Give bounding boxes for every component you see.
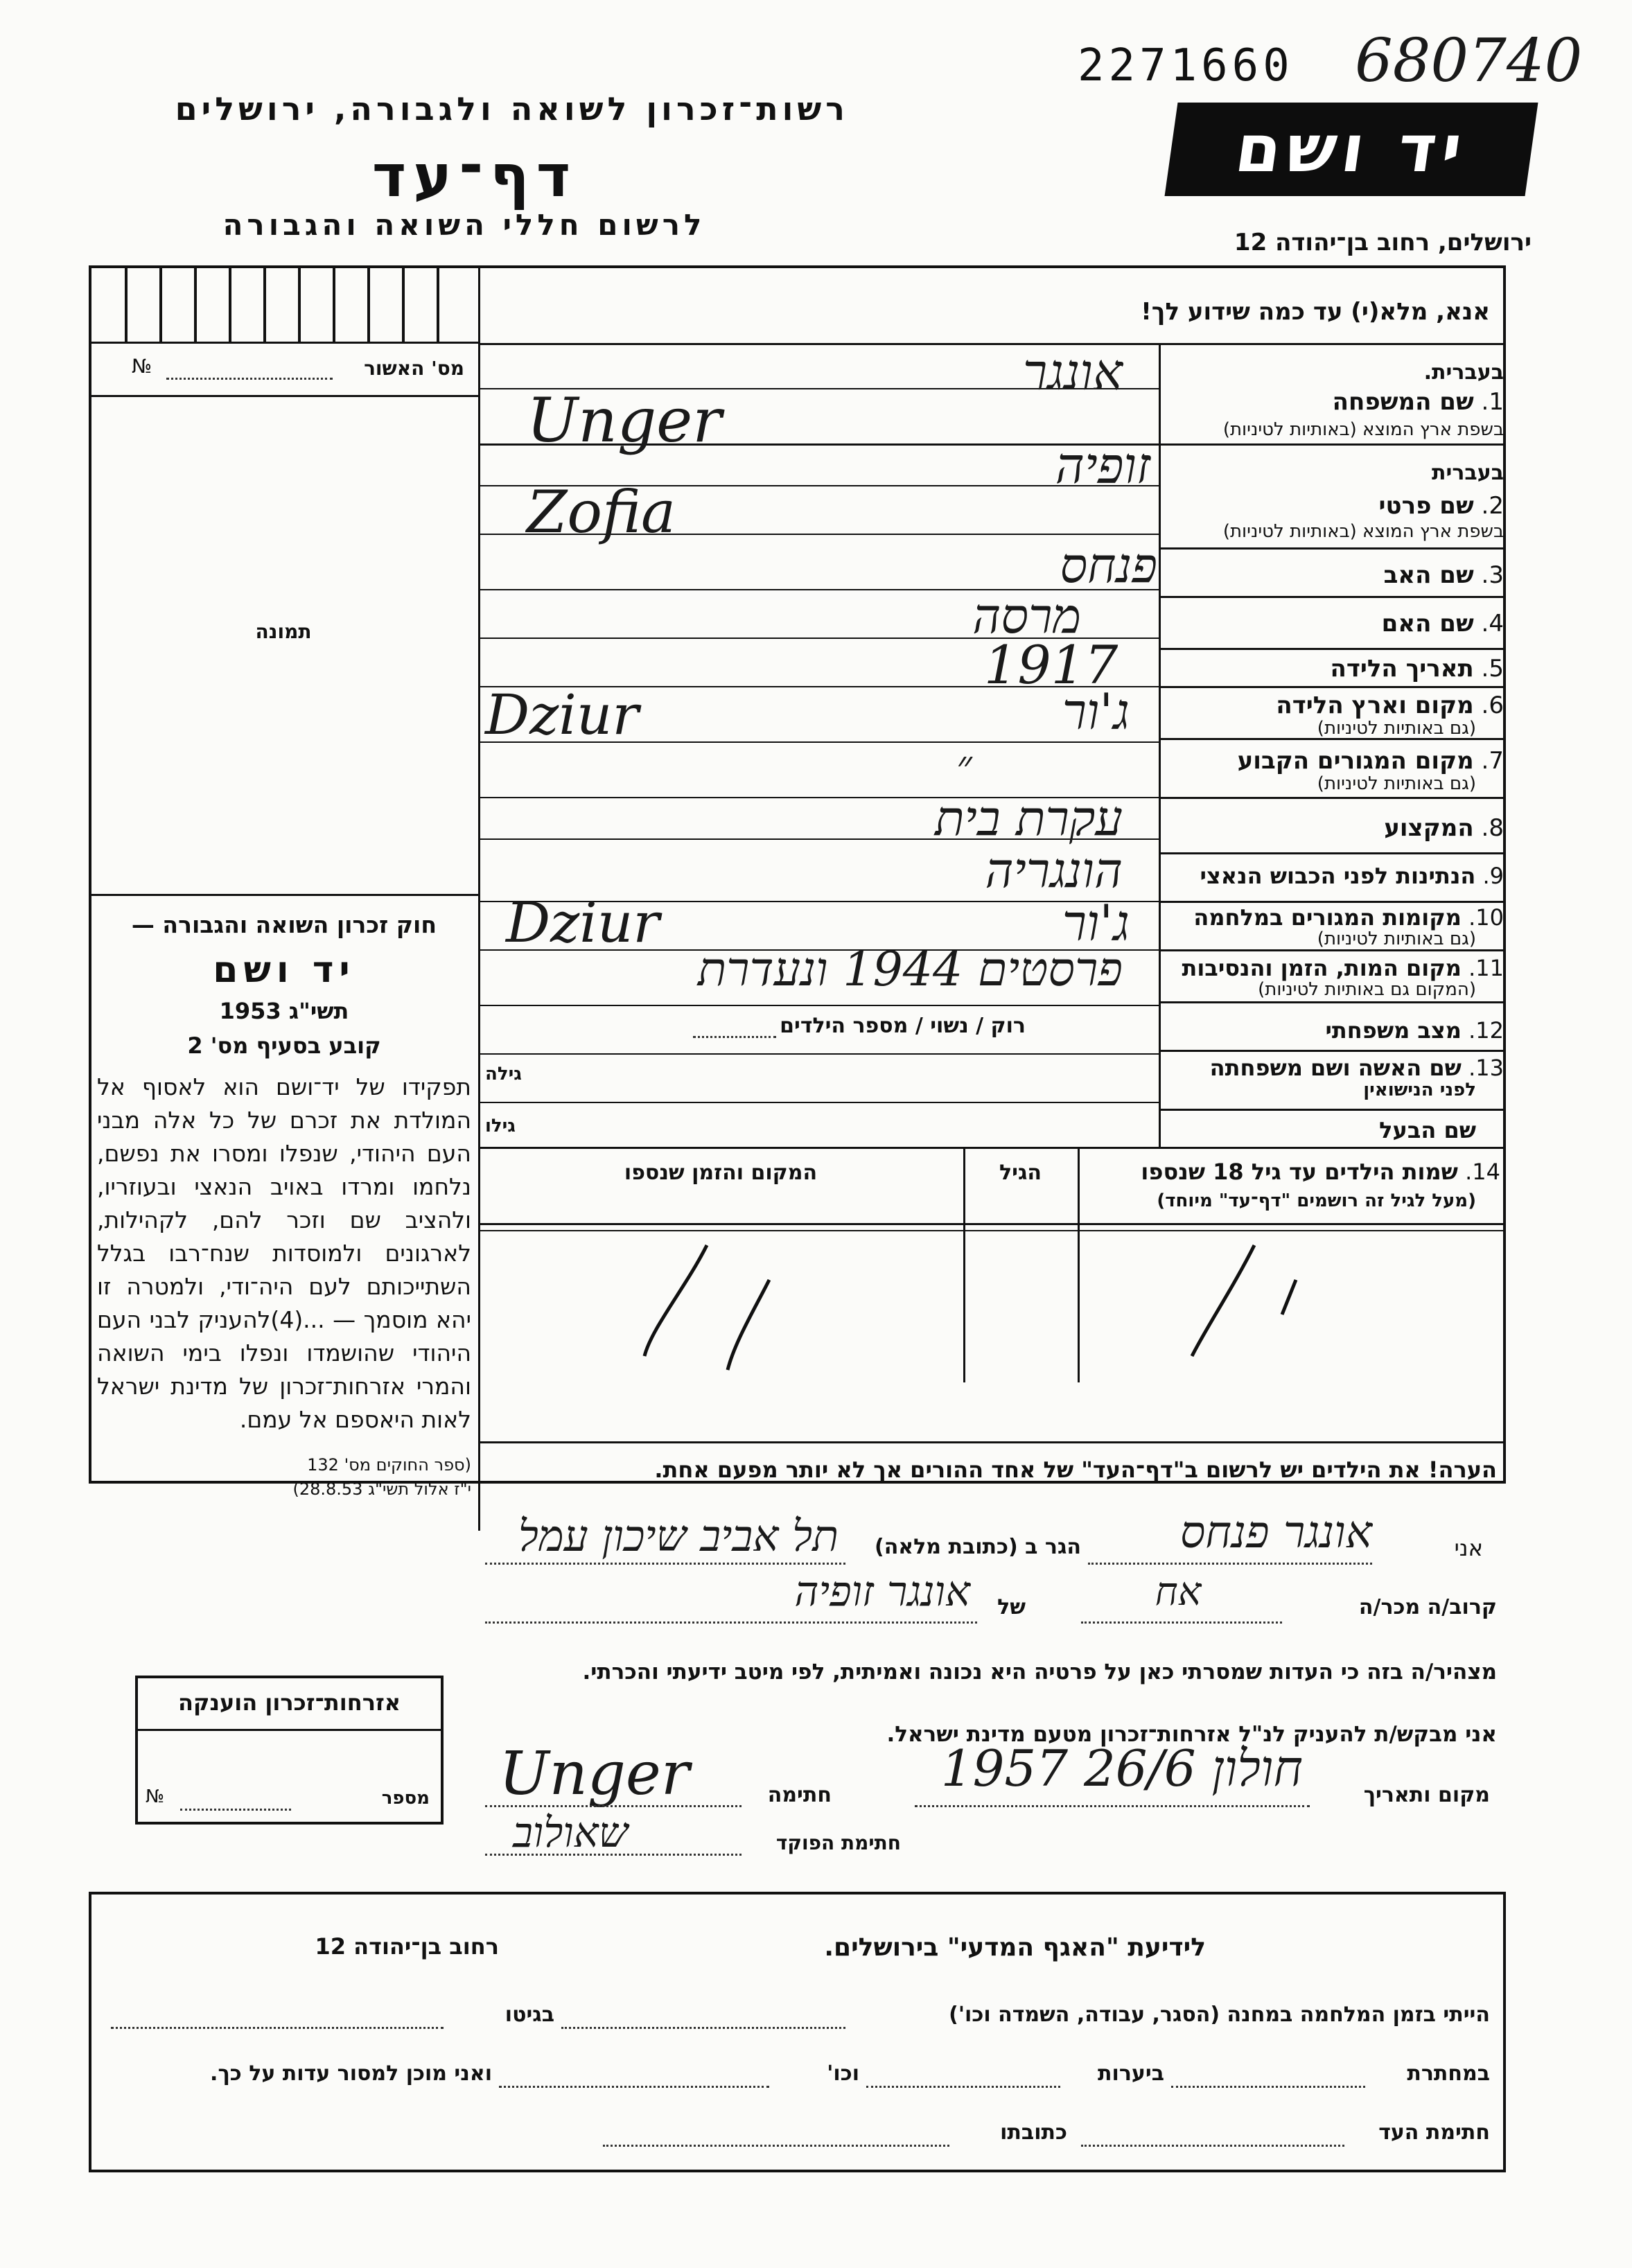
form-title: דף־עד	[371, 142, 578, 210]
husband-label: שם הבעל	[1379, 1117, 1476, 1143]
law-title: חוק זכרון השואה והגבורה —	[131, 911, 437, 938]
law-year: תשי"ג 1953	[219, 998, 349, 1024]
field-4-label: 4. שם האם	[1381, 610, 1504, 638]
occupation-value: עקרת בית	[934, 790, 1123, 847]
nationality-value: הונגריה	[985, 842, 1123, 899]
death-place-value: פרסטים 1944 ונעדרת	[697, 942, 1123, 997]
mother-name: מרסה	[972, 588, 1081, 644]
citizenship-request: אני מבקש/ת להעניק לנ"ל אזרחות־זכרון מטעם מדינת ישראל.	[886, 1722, 1497, 1747]
approval-no-sign: №	[132, 355, 152, 378]
declaration-i-label: אני	[1454, 1535, 1483, 1561]
firstname-hebrew: זופיה	[1055, 437, 1150, 495]
of-label: של	[997, 1595, 1026, 1619]
field-5-label: 5. תאריך הלידה	[1330, 655, 1504, 683]
citizenship-number-label: מספר	[381, 1788, 430, 1809]
law-text: תפקידו של יד־ושם הוא לאסוף אל המולדת את זכרם של כל אלה מבני העם היהודי, שנפלו ומסרו את נפשם, נלחמו ומרדו באויב הנאצי ובעוזריו, ולהציב שם וזכר להם, לקהילות, לארגונים ולמוסדות שנח־רבו בגלל השתייכותם לעם היה־ודי, ולמטרה זו יהא מוסמך — ...(4)להעניק לבני העם היהודי שהושמדו ונפלו בימי השואה והמרי אזרחות־זכרון של מדינת ישראל לאות היאספם אל עמם.	[97, 1073, 471, 1433]
place-date-value: חולון 26/6 1957	[940, 1739, 1303, 1797]
intro-text: אנא, מלא(י) עד כמה שידוע לך!	[1141, 298, 1490, 326]
relation-label: קרוב/ה מכר/ה	[1358, 1595, 1497, 1619]
surname-hebrew: אונגר	[1022, 343, 1123, 401]
father-name: פנחס	[1060, 537, 1157, 594]
footer-etc-label: וכו'	[827, 2062, 859, 2086]
law-clause: קובע בסעיף מס' 2	[187, 1032, 381, 1059]
birth-date: 1917	[984, 634, 1118, 696]
footer-witness-signature-label: חתימת העד	[1378, 2120, 1490, 2145]
handwritten-serial: 680740	[1355, 26, 1583, 96]
footer-forests-label: ביערות	[1098, 2062, 1164, 2086]
children-strike-marks	[478, 1231, 1506, 1384]
field-6-label: 6. מקום וארץ הלידה	[1276, 692, 1504, 719]
residence-label: הגר ב (כתובת מלאה)	[874, 1535, 1081, 1559]
surname-latin: Unger	[527, 385, 722, 456]
field-9-label: 9. הנתינות לפני הכבוש הנאצי	[1200, 863, 1504, 889]
field-2-sub: בשפת ארץ המוצא (באותיות לטיניות)	[1222, 521, 1504, 542]
declarant-address: תל אביב שיכון עמל	[518, 1511, 839, 1561]
footer-camp-label: הייתי בזמן המלחמה במחנה (הסגר, עבודה, השמדה וכו')	[949, 2003, 1490, 2027]
footer-address: רחוב בן־יהודה 12	[315, 1933, 499, 1960]
field-6-sub: (גם באותיות לטיניות)	[1317, 718, 1476, 739]
place-date-label: מקום ותאריך	[1363, 1783, 1490, 1807]
org-name: רשות־זכרון לשואה ולגבורה, ירושלים	[175, 90, 849, 128]
citizenship-title: אזרחות־זכרון הוענקה	[177, 1689, 401, 1716]
law-name: יד ושם	[213, 949, 356, 991]
law-ref-1: (ספר החוקים מס' 132	[307, 1455, 471, 1475]
field-8-label: 8. המקצוע	[1384, 814, 1504, 842]
field-2-hint: בעברית	[1432, 461, 1504, 485]
field-3-label: 3. שם האב	[1383, 561, 1504, 589]
field-7-label: 7. מקום המגורים הקבוע	[1237, 747, 1504, 775]
footer-address-label: כתובתו	[1000, 2120, 1067, 2145]
field-1: בעברית.	[1423, 360, 1504, 385]
declaration-statement: מצהיר/ה בזה כי העדות שמסרתי כאן על פרטיה היא נכונה ואמיתית, לפי מיטב ידיעתי והכרתי.	[582, 1660, 1497, 1685]
declarant-signature: Unger	[499, 1739, 690, 1809]
children-col-place: המקום והזמן שנספו	[624, 1161, 818, 1185]
children-label: 14. שמות הילדים עד גיל 18 שנספו	[1141, 1159, 1500, 1185]
field-2-label: 2. שם פרטי	[1378, 492, 1504, 520]
law-ref-2: י"ז אלול תשי"ג 28.8.53)	[292, 1479, 471, 1499]
header-address: ירושלים, רחוב בן־יהודה 12	[1234, 229, 1532, 256]
victim-name-repeat: אונגר זופיה	[794, 1567, 970, 1616]
field-10-sub: (גם באותיות לטיניות)	[1317, 929, 1476, 949]
field-12-label: 12. מצב משפחתי	[1325, 1017, 1504, 1044]
husband-age-label: גילו	[485, 1116, 516, 1136]
field-1-label: 1. שם המשפחה	[1332, 388, 1504, 416]
field-13-sub: לפני הנישואין	[1363, 1080, 1476, 1100]
officer-signature-label: חתימת הפוקד	[775, 1831, 901, 1854]
photo-placeholder-label: תמונה	[255, 620, 312, 643]
corner-note	[1528, 0, 1604, 49]
children-col-age: הגיל	[999, 1161, 1042, 1185]
footer-willing-text: ואני מוכן למסור עדות על כך.	[210, 2062, 492, 2086]
field-10-label: 10. מקומות המגורים במלחמה	[1193, 904, 1504, 931]
signature-label: חתימה	[767, 1783, 832, 1807]
field-11-sub: (המקום גם באותיות לטיניות)	[1258, 979, 1476, 1000]
field-13-label: 13. שם האשה ושם משפחתה	[1209, 1055, 1504, 1081]
family-status-options: רוק / נשוי / מספר הילדים	[780, 1014, 1026, 1038]
serial-number: 2271660	[1078, 40, 1294, 91]
footer-underground-label: במחתרת	[1407, 2062, 1490, 2086]
residence-value: ״	[956, 741, 972, 790]
field-7-sub: (גם באותיות לטיניות)	[1317, 773, 1476, 794]
officer-signature: שאולוב	[513, 1809, 629, 1857]
wartime-residence-hebrew: ג'ור	[1062, 894, 1130, 952]
birthplace-hebrew: ג'ור	[1062, 683, 1130, 741]
form-subtitle: לרשום חללי השואה והגבורה	[222, 208, 706, 242]
relation-value: אח	[1155, 1570, 1202, 1615]
footer-ghetto-label: בגיטו	[504, 2003, 554, 2027]
declarant-name: אונגר פנחס	[1179, 1507, 1372, 1558]
birthplace-latin: Dziur	[485, 683, 639, 747]
children-sub: (מעל לגיל זה רושמים "דף־עד" מיוחד)	[1157, 1190, 1476, 1211]
wife-age-label: גילה	[485, 1064, 522, 1084]
wartime-residence-latin: Dziur	[506, 890, 660, 955]
approval-label: מס' האשור	[364, 357, 464, 380]
field-11-label: 11. מקום המות, הזמן והנסיבות	[1182, 955, 1504, 981]
citizenship-no-sign: №	[146, 1786, 165, 1807]
firstname-latin: Zofia	[527, 478, 676, 546]
footer-title: לידיעת "האגף המדעי" בירושלים.	[824, 1933, 1206, 1962]
yad-vashem-logo: יד ושם	[1165, 103, 1538, 196]
field-1-sub: בשפת ארץ המוצא (באותיות לטיניות)	[1222, 419, 1504, 440]
note-text: הערה! את הילדים יש לרשום ב"דף־העד" של אחד ההורים אך לא יותר מפעם אחת.	[654, 1457, 1497, 1483]
